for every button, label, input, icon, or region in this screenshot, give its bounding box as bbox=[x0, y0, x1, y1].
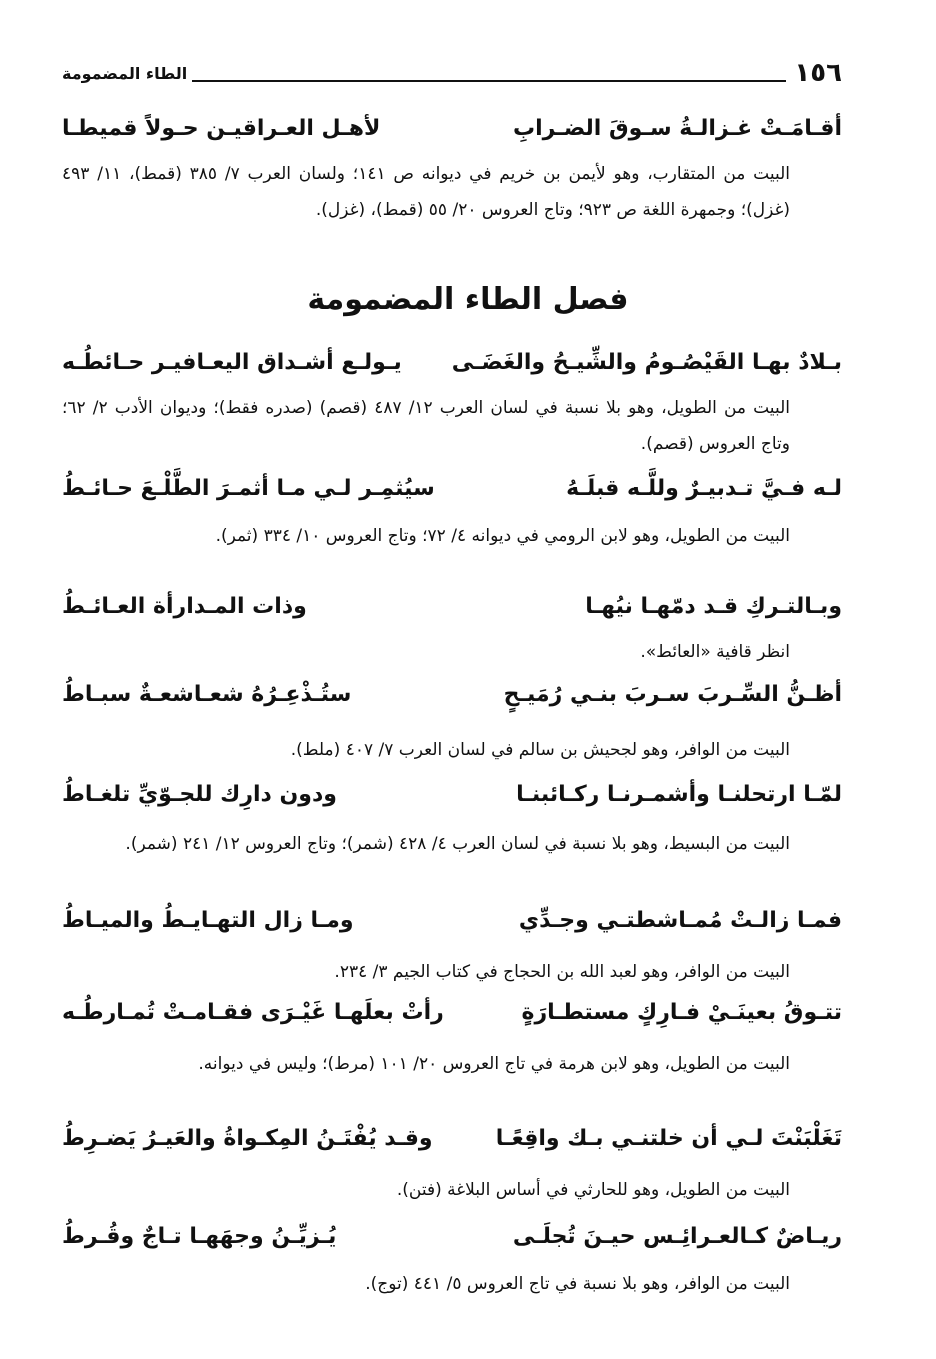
verse-line bbox=[62, 116, 842, 156]
verse-line bbox=[62, 594, 842, 634]
verse-note: البيت من الطويل، وهو لابن هرمة في تاج العروس ٢٠/ ١٠١ (مرط)؛ وليس في ديوانه. bbox=[198, 1054, 790, 1074]
verse-line bbox=[62, 1224, 842, 1264]
verse-first-hemistich: أقـامَـتْ غـزالـةُ سـوقَ الضـرابِ bbox=[513, 116, 842, 141]
verse-line bbox=[62, 476, 842, 516]
running-title: الطاء المضمومة bbox=[62, 64, 188, 83]
verse-second-hemistich: يـولـع أشـداق اليعـافيـر حـائطُـه bbox=[62, 350, 402, 375]
running-header bbox=[62, 58, 842, 94]
verse-second-hemistich: رأتْ بعلَهـا غَيْـرَى فقـامـتْ تُمـارطُـه bbox=[62, 1000, 444, 1025]
verse-second-hemistich: ومـا زال التهـايـطُ والميـاطُ bbox=[62, 908, 354, 933]
verse-first-hemistich: تَغَلْبَنْتَ لـي أن خلتنـي بـك واقِعًـا bbox=[495, 1126, 842, 1151]
verse-second-hemistich: ودون دارِك للجـوّيِّ تلغـاطُ bbox=[62, 782, 337, 807]
verse-first-hemistich: بـلادٌ بهـا القَيْصُـومُ والشِّيـحُ والغَضَـى bbox=[451, 350, 842, 375]
verse-line bbox=[62, 782, 842, 822]
verse-note: البيت من المتقارب، وهو لأيمن بن خريم في ديوانه ص ١٤١؛ ولسان العرب ٧/ ٣٨٥ (قمط)، ١١/ ٤٩٣ (غزل)؛ وجمهرة اللغة ص ٩٢٣؛ وتاج العروس ٢٠/ ٥٥ (قمط)، (غزل). bbox=[62, 164, 791, 220]
verse-first-hemistich: لمّـا ارتحلنـا وأشمـرنـا ركـائبنـا bbox=[516, 782, 842, 807]
verse-first-hemistich: أظـنُّ السِّـربَ سـربَ بنـي رُمَيـحٍ bbox=[503, 682, 842, 707]
verse-line bbox=[62, 682, 842, 722]
verse-second-hemistich: وذات المـدارأة العـائـطُ bbox=[62, 594, 307, 619]
verse-note: البيت من الطويل، وهو للحارثي في أساس البلاغة (فتن). bbox=[396, 1180, 790, 1200]
verse-note: انظر قافية «العائط». bbox=[640, 642, 790, 662]
verse-note: البيت من الوافر، وهو لجحيش بن سالم في لسان العرب ٧/ ٤٠٧ (ملط). bbox=[290, 740, 790, 760]
section-title: فصل الطاء المضمومة bbox=[307, 282, 629, 317]
verse-line bbox=[62, 350, 842, 390]
verse-note: البيت من الطويل، وهو لابن الرومي في ديوانه ٤/ ٧٢؛ وتاج العروس ١٠/ ٣٣٤ (ثمر). bbox=[215, 526, 790, 546]
verse-first-hemistich: ريـاضٌ كـالعـرائِـس حيـنَ تُجلَـى bbox=[512, 1224, 842, 1249]
verse-line bbox=[62, 908, 842, 948]
verse-first-hemistich: لـه فـيَّ تـدبيـرٌ وللَّـه قبلَـهُ bbox=[566, 476, 842, 501]
header-rule bbox=[192, 80, 786, 82]
page-number: ١٥٦ bbox=[794, 58, 842, 88]
verse-note: البيت من الوافر، وهو بلا نسبة في تاج العروس ٥/ ٤٤١ (توج). bbox=[365, 1274, 790, 1294]
verse-note: البيت من الطويل، وهو بلا نسبة في لسان العرب ١٢/ ٤٨٧ (قصم) (صدره فقط)؛ وديوان الأدب ٢/ ٦٢؛ وتاج العروس (قصم). bbox=[62, 398, 790, 454]
verse-note: البيت من الوافر، وهو لعبد الله بن الحجاج في كتاب الجيم ٣/ ٢٣٤. bbox=[334, 962, 790, 982]
verse-first-hemistich: فمـا زالـتْ مُمـاشطتـي وجـدِّي bbox=[518, 908, 842, 933]
verse-first-hemistich: وبـالتـركِ قـد دمّهـا نيُهـا bbox=[585, 594, 842, 619]
verse-line bbox=[62, 1000, 842, 1040]
verse-line bbox=[62, 1126, 842, 1166]
verse-second-hemistich: ستُـذْعِـرُهُ شعـاشعـةٌ سبـاطُ bbox=[62, 682, 352, 707]
verse-second-hemistich: وقـد يُفْتَـنُ المِكـواةُ والعَيـرُ يَضـرِطُ bbox=[62, 1126, 433, 1151]
verse-second-hemistich: لأهـل العـراقيـن حـولاً قميطـا bbox=[62, 116, 381, 141]
verse-note: البيت من البسيط، وهو بلا نسبة في لسان العرب ٤/ ٤٢٨ (شمر)؛ وتاج العروس ١٢/ ٢٤١ (شمر). bbox=[125, 834, 790, 854]
verse-first-hemistich: تتـوقُ بعينَـيْ فـارِكٍ مستطـارَةٍ bbox=[521, 1000, 842, 1025]
verse-second-hemistich: سيُثمِـر لـي مـا أثمـرَ الطَّلْـعَ حـائـطُ bbox=[62, 476, 435, 501]
verse-second-hemistich: يُـزيِّـنُ وجهَهـا تـاجٌ وقُـرطُ bbox=[62, 1224, 337, 1249]
